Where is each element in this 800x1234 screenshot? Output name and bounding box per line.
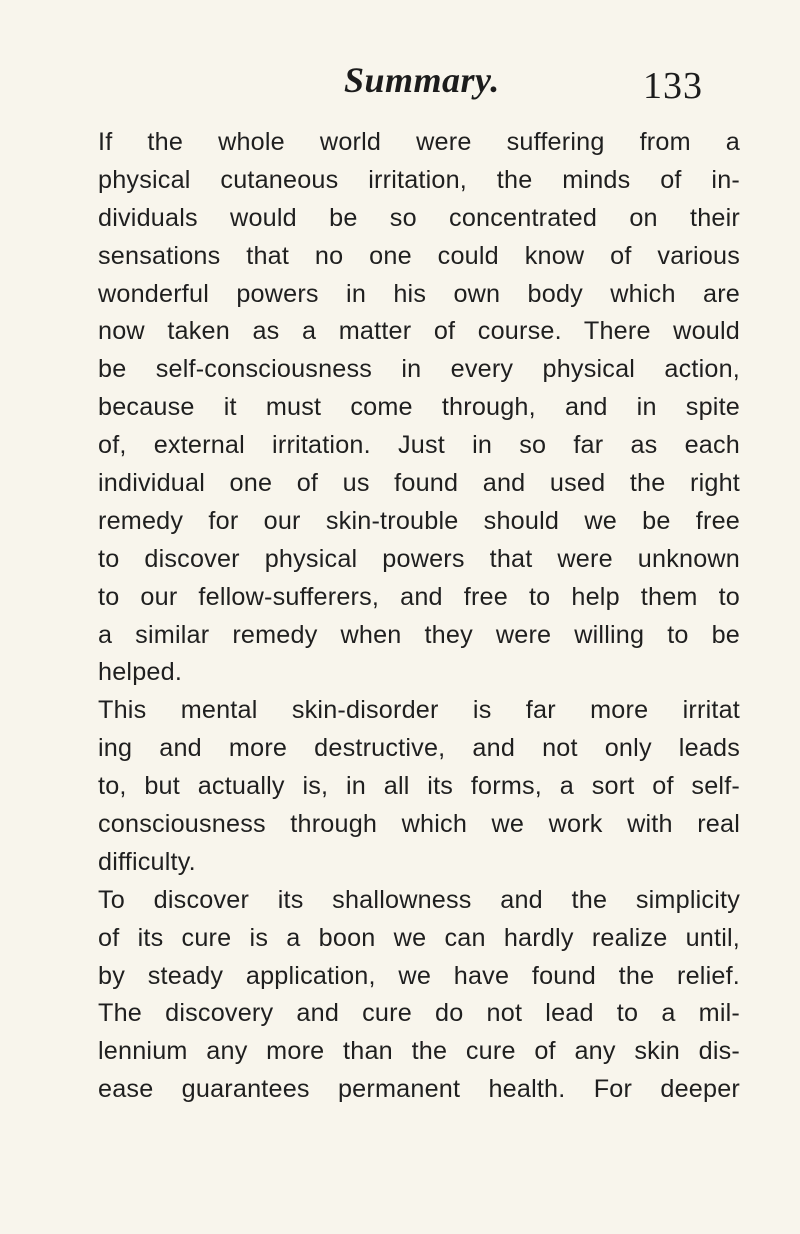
text-line: helped. xyxy=(98,658,183,687)
text-line: to, but actually is, in all its forms, a sort of self- xyxy=(98,772,740,801)
text-line: now taken as a matter of course. There would xyxy=(98,317,740,346)
text-line: physical cutaneous irritation, the minds of in- xyxy=(98,165,740,194)
text-line: remedy for our skin-trouble should we be free xyxy=(98,506,740,535)
text-line: by steady application, we have found the relief. xyxy=(98,961,740,990)
text-line: The discovery and cure do not lead to a mil- xyxy=(98,999,740,1028)
text-line: because it must come through, and in spite xyxy=(98,393,740,422)
text-line: consciousness through which we work with real xyxy=(98,810,740,839)
text-line: sensations that no one could know of various xyxy=(98,241,740,270)
text-line: difficulty. xyxy=(98,847,196,876)
text-line: a similar remedy when they were willing to be xyxy=(98,620,740,649)
text-line: ing and more destructive, and not only leads xyxy=(98,734,740,763)
text-line: of its cure is a boon we can hardly realize until, xyxy=(98,923,740,952)
text-line: individual one of us found and used the right xyxy=(98,469,740,498)
body-text xyxy=(98,124,740,1109)
page-header xyxy=(0,60,800,110)
text-line: lennium any more than the cure of any skin dis- xyxy=(98,1037,740,1066)
text-line: To discover its shallowness and the simplicity xyxy=(98,885,740,914)
page-number: 133 xyxy=(643,65,703,107)
text-line: dividuals would be so concentrated on their xyxy=(98,203,740,232)
text-line: of, external irritation. Just in so far as each xyxy=(98,431,740,460)
running-title: Summary. xyxy=(344,60,500,100)
text-line: to discover physical powers that were unknown xyxy=(98,544,740,573)
text-line: wonderful powers in his own body which are xyxy=(98,279,740,308)
text-line: ease guarantees permanent health. For deeper xyxy=(98,1075,740,1104)
text-line: If the whole world were suffering from a xyxy=(98,128,740,156)
text-line: be self-consciousness in every physical action, xyxy=(98,355,740,384)
text-line: This mental skin-disorder is far more irritat xyxy=(98,696,740,725)
text-line: to our fellow-sufferers, and free to help them to xyxy=(98,582,740,611)
